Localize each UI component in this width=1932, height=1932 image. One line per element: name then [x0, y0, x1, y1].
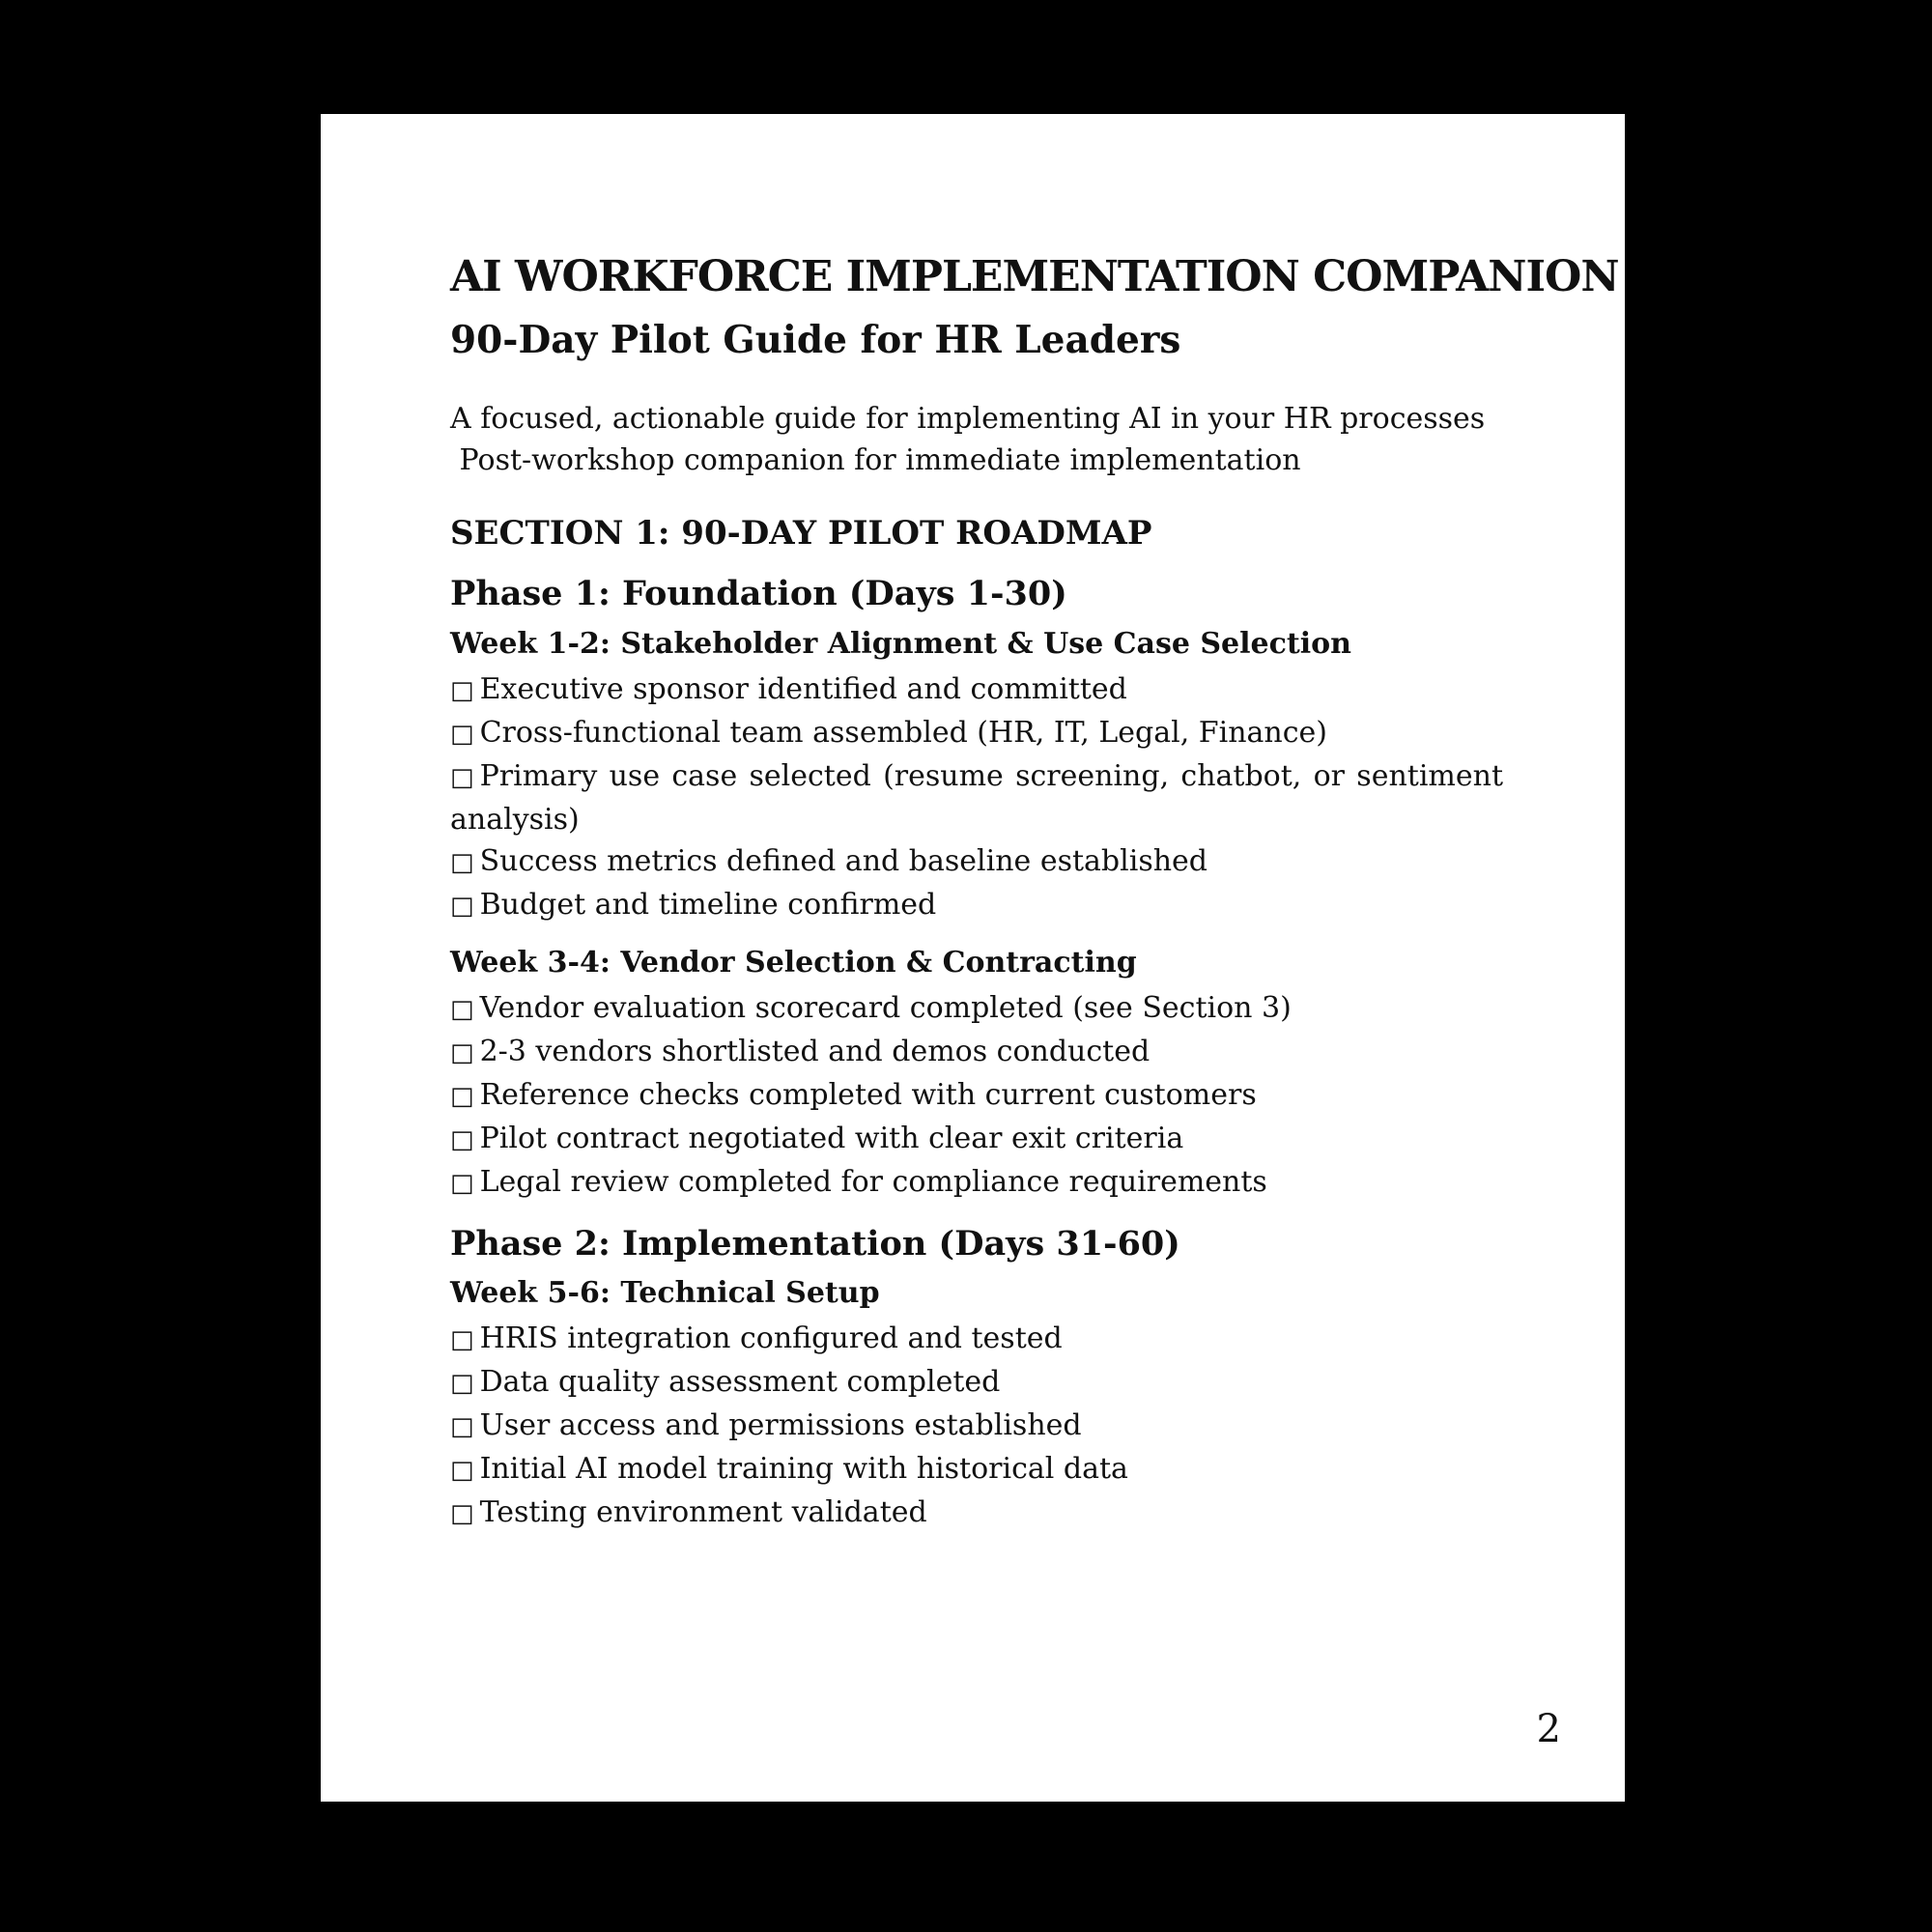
- checkbox-icon: □: [450, 1456, 474, 1486]
- section-1-heading: SECTION 1: 90-DAY PILOT ROADMAP: [450, 513, 1152, 553]
- checklist-item: [450, 884, 1503, 927]
- document-title: AI WORKFORCE IMPLEMENTATION COMPANION: [450, 252, 1619, 301]
- checklist-item: [450, 1318, 1503, 1361]
- checklist-item-text: User access and permissions established: [479, 1408, 1082, 1443]
- week-1-2-group: [450, 624, 1503, 927]
- checklist-item: [450, 1492, 1503, 1535]
- checkbox-icon: □: [450, 1081, 474, 1111]
- checkbox-icon: □: [450, 1168, 474, 1198]
- checklist-item-text: Budget and timeline confirmed: [479, 887, 937, 922]
- checklist-item: [450, 1361, 1503, 1405]
- checklist-item: [450, 1074, 1503, 1118]
- checkbox-icon: □: [450, 762, 474, 792]
- checklist-item-text: Vendor evaluation scorecard completed (see Section 3): [479, 990, 1292, 1025]
- checklist-item: [450, 1031, 1503, 1074]
- checklist-item: [450, 1405, 1503, 1448]
- week-5-6-group: [450, 1273, 1503, 1535]
- checklist-item-text: 2-3 vendors shortlisted and demos conducted: [479, 1034, 1151, 1068]
- checklist-item: [450, 840, 1503, 884]
- checklist-item-text: Legal review completed for compliance requirements: [479, 1164, 1267, 1199]
- checkbox-icon: □: [450, 675, 474, 705]
- checkbox-icon: □: [450, 1412, 474, 1442]
- checkbox-icon: □: [450, 1499, 474, 1529]
- checklist-item-text: Initial AI model training with historical data: [479, 1452, 1128, 1487]
- checkbox-icon: □: [450, 1369, 474, 1399]
- document-subtitle: 90-Day Pilot Guide for HR Leaders: [450, 318, 1181, 363]
- checklist-item-text: Executive sponsor identified and committed: [479, 671, 1127, 706]
- checkbox-icon: □: [450, 719, 474, 749]
- checklist-item-text: Cross-functional team assembled (HR, IT, Legal, Finance): [479, 715, 1327, 750]
- checklist-item-text: Primary use case selected (resume screening, chatbot, or sentiment analysis): [450, 758, 1503, 837]
- week-3-4-group: [450, 943, 1503, 1205]
- week-5-6-heading: Week 5-6: Technical Setup: [450, 1276, 880, 1311]
- phase-1-heading: Phase 1: Foundation (Days 1-30): [450, 574, 1067, 614]
- checklist-item: [450, 1448, 1503, 1492]
- intro-line-1: A focused, actionable guide for implementing AI in your HR processes: [450, 401, 1486, 436]
- week-1-2-checklist: [450, 668, 1503, 927]
- intro-line-2-text: Post-workshop companion for immediate implementation: [459, 442, 1301, 477]
- checklist-item: [450, 987, 1503, 1031]
- week-3-4-heading: Week 3-4: Vendor Selection & Contracting: [450, 945, 1137, 980]
- intro-line-2: [450, 440, 1503, 481]
- checklist-item-text: Reference checks completed with current customers: [479, 1077, 1257, 1112]
- checklist-item-text: Data quality assessment completed: [479, 1365, 1001, 1400]
- checklist-item: [450, 1161, 1503, 1205]
- intro-block: [450, 398, 1503, 481]
- checklist-item: [450, 755, 1503, 840]
- checklist-item: [450, 1118, 1503, 1161]
- checkbox-icon: □: [450, 1325, 474, 1355]
- checklist-item-text: Testing environment validated: [479, 1495, 927, 1530]
- page-content: [450, 249, 1619, 1535]
- checklist-item: [450, 712, 1503, 755]
- phase-2-heading: Phase 2: Implementation (Days 31-60): [450, 1223, 1180, 1264]
- document-page: [321, 114, 1625, 1802]
- checkbox-icon: □: [450, 1124, 474, 1154]
- checklist-item-text: HRIS integration configured and tested: [479, 1321, 1063, 1356]
- checkbox-icon: □: [450, 994, 474, 1024]
- checkbox-icon: □: [450, 891, 474, 921]
- week-5-6-checklist: [450, 1318, 1503, 1535]
- checklist-item: [450, 668, 1503, 712]
- page-number: 2: [1536, 1707, 1561, 1751]
- week-1-2-heading: Week 1-2: Stakeholder Alignment & Use Case Selection: [450, 626, 1351, 661]
- checklist-item-text: Pilot contract negotiated with clear exit criteria: [479, 1121, 1184, 1155]
- week-3-4-checklist: [450, 987, 1503, 1205]
- checkbox-icon: □: [450, 1037, 474, 1067]
- checkbox-icon: □: [450, 847, 474, 877]
- checklist-item-text: Success metrics defined and baseline established: [479, 843, 1208, 878]
